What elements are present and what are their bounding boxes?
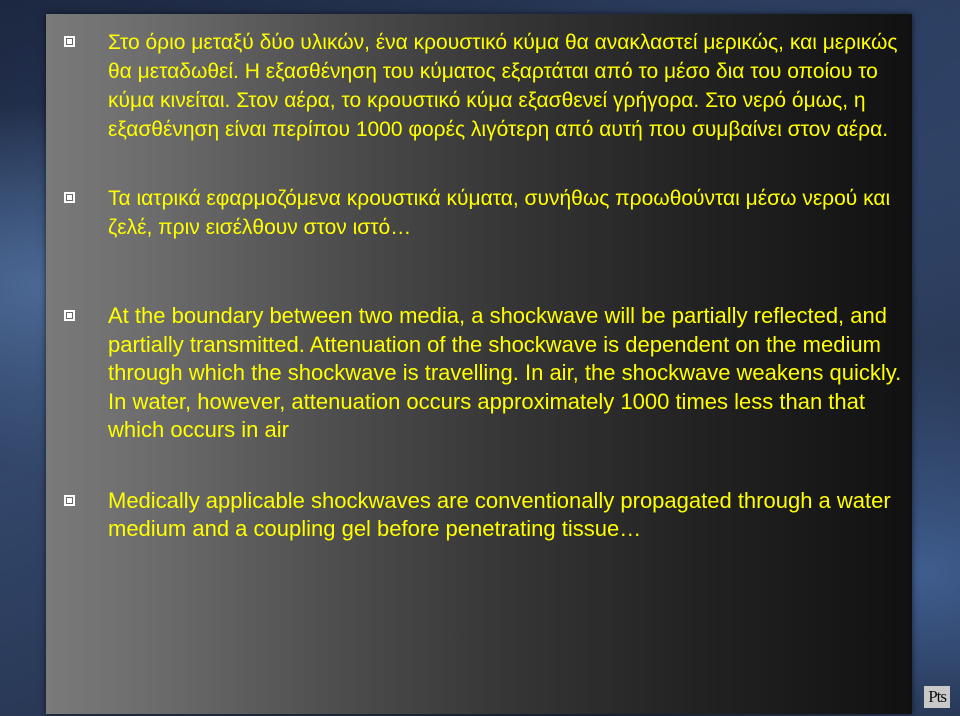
bullet-greek-medical (60, 184, 910, 242)
corner-logo: Pts (924, 686, 950, 708)
bullet-text: Στο όριο μεταξύ δύο υλικών, ένα κρουστικό κύμα θα ανακλαστεί μερικώς, και μερικώς θα μεταδωθεί. Η εξασθένηση του κύματος εξαρτάται από το μέσο δια του οποίου το κύμα κινείται. Στον αέρα, το κρουστικό κύμα εξασθενεί γρήγορα. Στο νερό όμως, η εξασθένηση είναι περίπου 1000 φορές λιγότερη από αυτή που συμβαίνει στον αέρα. (108, 31, 898, 141)
bullet-box-icon (64, 495, 75, 506)
bullet-box-icon (64, 36, 75, 47)
bullet-text: Τα ιατρικά εφαρμοζόμενα κρουστικά κύματα, συνήθως προωθούνται μέσω νερού και ζελέ, πριν εισέλθουν στον ιστό… (108, 187, 891, 239)
bullet-english-boundary (60, 302, 910, 445)
bullet-text: At the boundary between two media, a shockwave will be partially reflected, and partially transmitted. Attenuation of the shockwave is dependent on the medium through which the shockwave is travelling. In air, the shockwave weakens quickly. In water, however, attenuation occurs approximately 1000 times less than that which occurs in air (108, 303, 902, 442)
bullet-box-icon (64, 192, 75, 203)
bullet-english-medical (60, 487, 910, 544)
slide-content (60, 28, 910, 544)
bullet-box-icon (64, 310, 75, 321)
bullet-greek-boundary (60, 28, 910, 144)
bullet-text: Medically applicable shockwaves are conventionally propagated through a water medium and a coupling gel before penetrating tissue… (108, 487, 891, 541)
